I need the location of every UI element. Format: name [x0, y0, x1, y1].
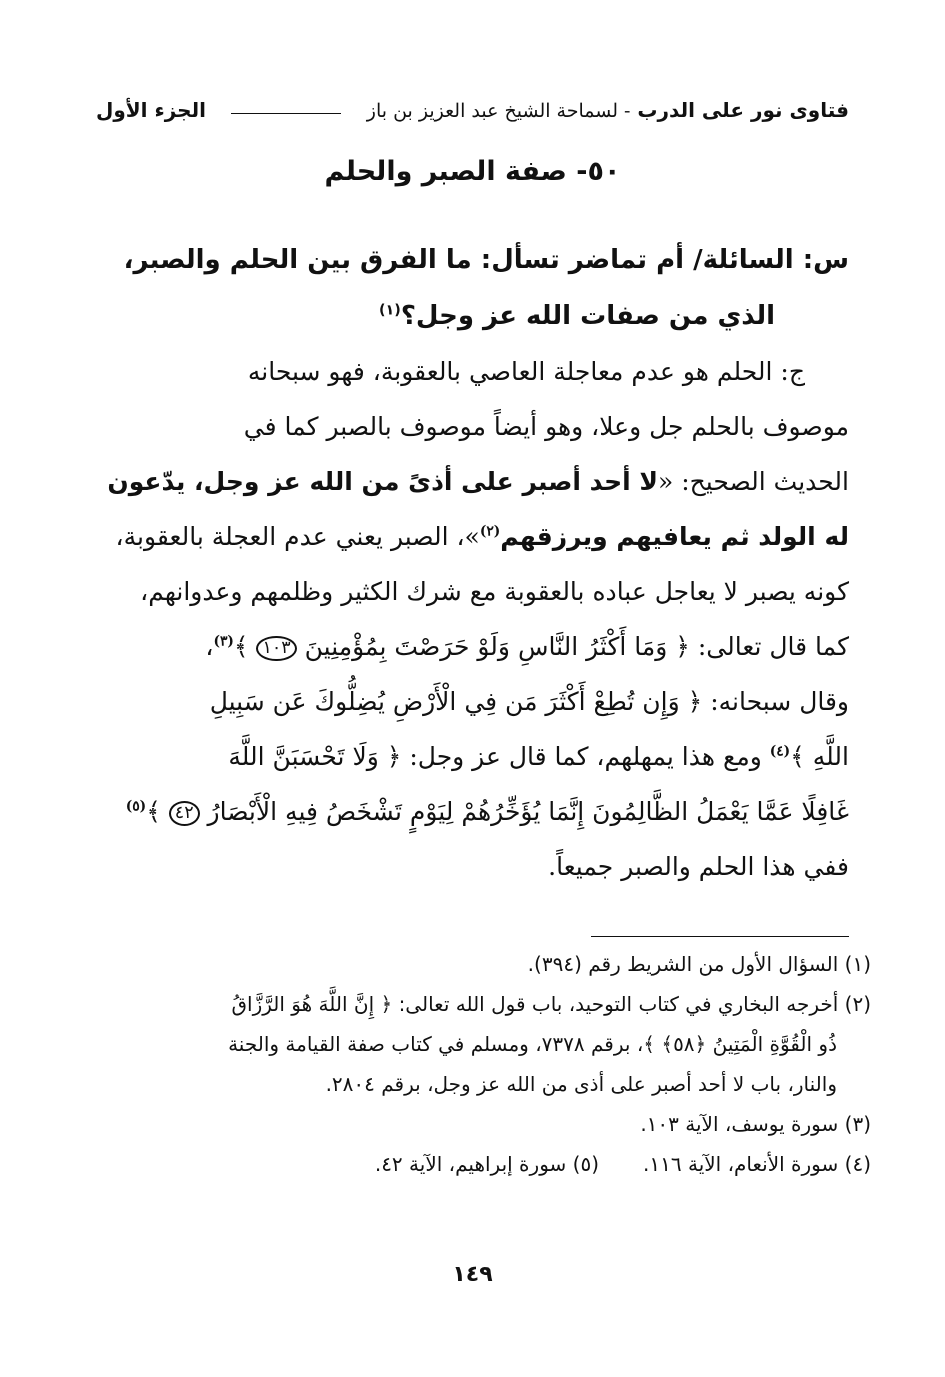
ayah-number-103: ١٠٣	[256, 636, 296, 661]
quran-verse-anam: ﴿ وَإِن تُطِعْ أَكْثَرَ مَن فِي الْأَرْضِ يُضِلُّوكَ عَن سَبِيلِ	[209, 687, 703, 716]
footnote-ref-1: (١)	[378, 302, 401, 319]
answer-block	[96, 344, 849, 894]
hadith-text-part-1: لا أحد أصبر على أذىً من الله عز وجل، يدّعون	[107, 467, 658, 496]
answer-line-9	[96, 784, 849, 839]
question-block	[96, 232, 849, 344]
running-header	[96, 88, 849, 122]
author-name: - لسماحة الشيخ عبد العزيز بن باز	[366, 100, 631, 122]
answer-line-10: ففي هذا الحلم والصبر جميعاً.	[548, 852, 849, 881]
answer-line-3-plain: الحديث الصحيح: «	[657, 467, 849, 496]
footnote-1: (١) السؤال الأول من الشريط رقم (٣٩٤).	[527, 952, 871, 976]
answer-line-7-plain: وقال سبحانه:	[702, 687, 849, 716]
quran-verse-anam-end: اللَّهِ ﴾	[790, 742, 849, 771]
book-title-text: فتاوى نور على الدرب	[637, 98, 849, 122]
footnote-5: (٥) سورة إبراهيم، الآية ٤٢.	[374, 1152, 600, 1176]
ayah-number-42: ٤٢	[169, 801, 200, 826]
footnote-2-line-1: (٢) أخرجه البخاري في كتاب التوحيد، باب قول الله تعالى: ﴿ إِنَّ اللَّهَ هُوَ الرَّزَّاقُ	[231, 992, 871, 1016]
footnote-separator	[591, 936, 849, 937]
answer-line-3	[96, 454, 849, 509]
quran-verse-ibrahim-start: ﴿ وَلَا تَحْسَبَنَّ اللَّهَ	[228, 742, 402, 771]
footnote-4: (٤) سورة الأنعام، الآية ١١٦.	[643, 1152, 871, 1176]
footnotes-4-5	[96, 1144, 871, 1184]
chapter-title: ٥٠- صفة الصبر والحلم	[324, 156, 621, 187]
question-line-2	[96, 288, 849, 344]
answer-line-4	[96, 509, 849, 564]
answer-line-6	[96, 619, 849, 674]
question-line-1: س: السائلة/ أم تماضر تسأل: ما الفرق بين الحلم والصبر،	[123, 245, 849, 275]
quran-verse-ibrahim: غَافِلًا عَمَّا يَعْمَلُ الظَّالِمُونَ إِنَّمَا يُؤَخِّرُهُمْ لِيَوْمٍ تَشْخَصُ فِيهِ الْأَبْصَارُ	[199, 797, 849, 826]
question-line-2-text: الذي من صفات الله عز وجل؟	[400, 301, 775, 331]
footnotes-block	[96, 944, 871, 1184]
answer-line-7	[96, 674, 849, 729]
footnote-ref-5: (٥)	[125, 798, 147, 815]
answer-line-2: موصوف بالحلم جل وعلا، وهو أيضاً موصوف بالصبر كما في	[243, 412, 849, 441]
footnote-ref-2: (٢)	[479, 523, 501, 540]
header-rule	[231, 113, 341, 114]
book-title	[367, 98, 849, 122]
footnote-ref-3: (٣)	[213, 633, 234, 650]
footnote-ref-4: (٤)	[769, 743, 791, 760]
answer-line-6-plain: كما قال تعالى:	[689, 632, 849, 661]
answer-line-4-plain: »، الصبر يعني عدم العجلة بالعقوبة،	[115, 522, 480, 551]
hadith-text-part-2: له الولد ثم يعافيهم ويرزقهم	[500, 522, 849, 551]
footnote-2-line-3: والنار، باب لا أحد أصبر على أذى من الله عز وجل، برقم ٢٨٠٤.	[325, 1072, 837, 1096]
answer-line-5: كونه يصبر لا يعاجل عباده بالعقوبة مع شرك الكثير وظلمهم وعدوانهم،	[140, 577, 849, 606]
answer-line-1: ج: الحلم هو عدم معاجلة العاصي بالعقوبة، فهو سبحانه	[247, 357, 805, 386]
quran-close-bracket: ﴾	[233, 632, 257, 661]
page-number: ١٤٩	[452, 1262, 493, 1287]
volume-label: الجزء الأول	[96, 98, 206, 122]
footnote-3: (٣) سورة يوسف، الآية ١٠٣.	[640, 1112, 871, 1136]
answer-line-8	[96, 729, 849, 784]
footnote-2-line-2: ذُو الْقُوَّةِ الْمَتِينُ ﴿٥٨﴾ ﴾، برقم ٧٣٧٨، ومسلم في كتاب صفة القيامة والجنة	[228, 1032, 837, 1056]
answer-line-6-end: ،	[205, 632, 214, 661]
answer-line-8-plain: ومع هذا يمهلهم، كما قال عز وجل:	[401, 742, 770, 771]
quran-close-bracket-2: ﴾	[146, 797, 169, 826]
quran-verse-yusuf: ﴿ وَمَا أَكْثَرُ النَّاسِ وَلَوْ حَرَصْتَ بِمُؤْمِنِينَ	[296, 632, 690, 661]
